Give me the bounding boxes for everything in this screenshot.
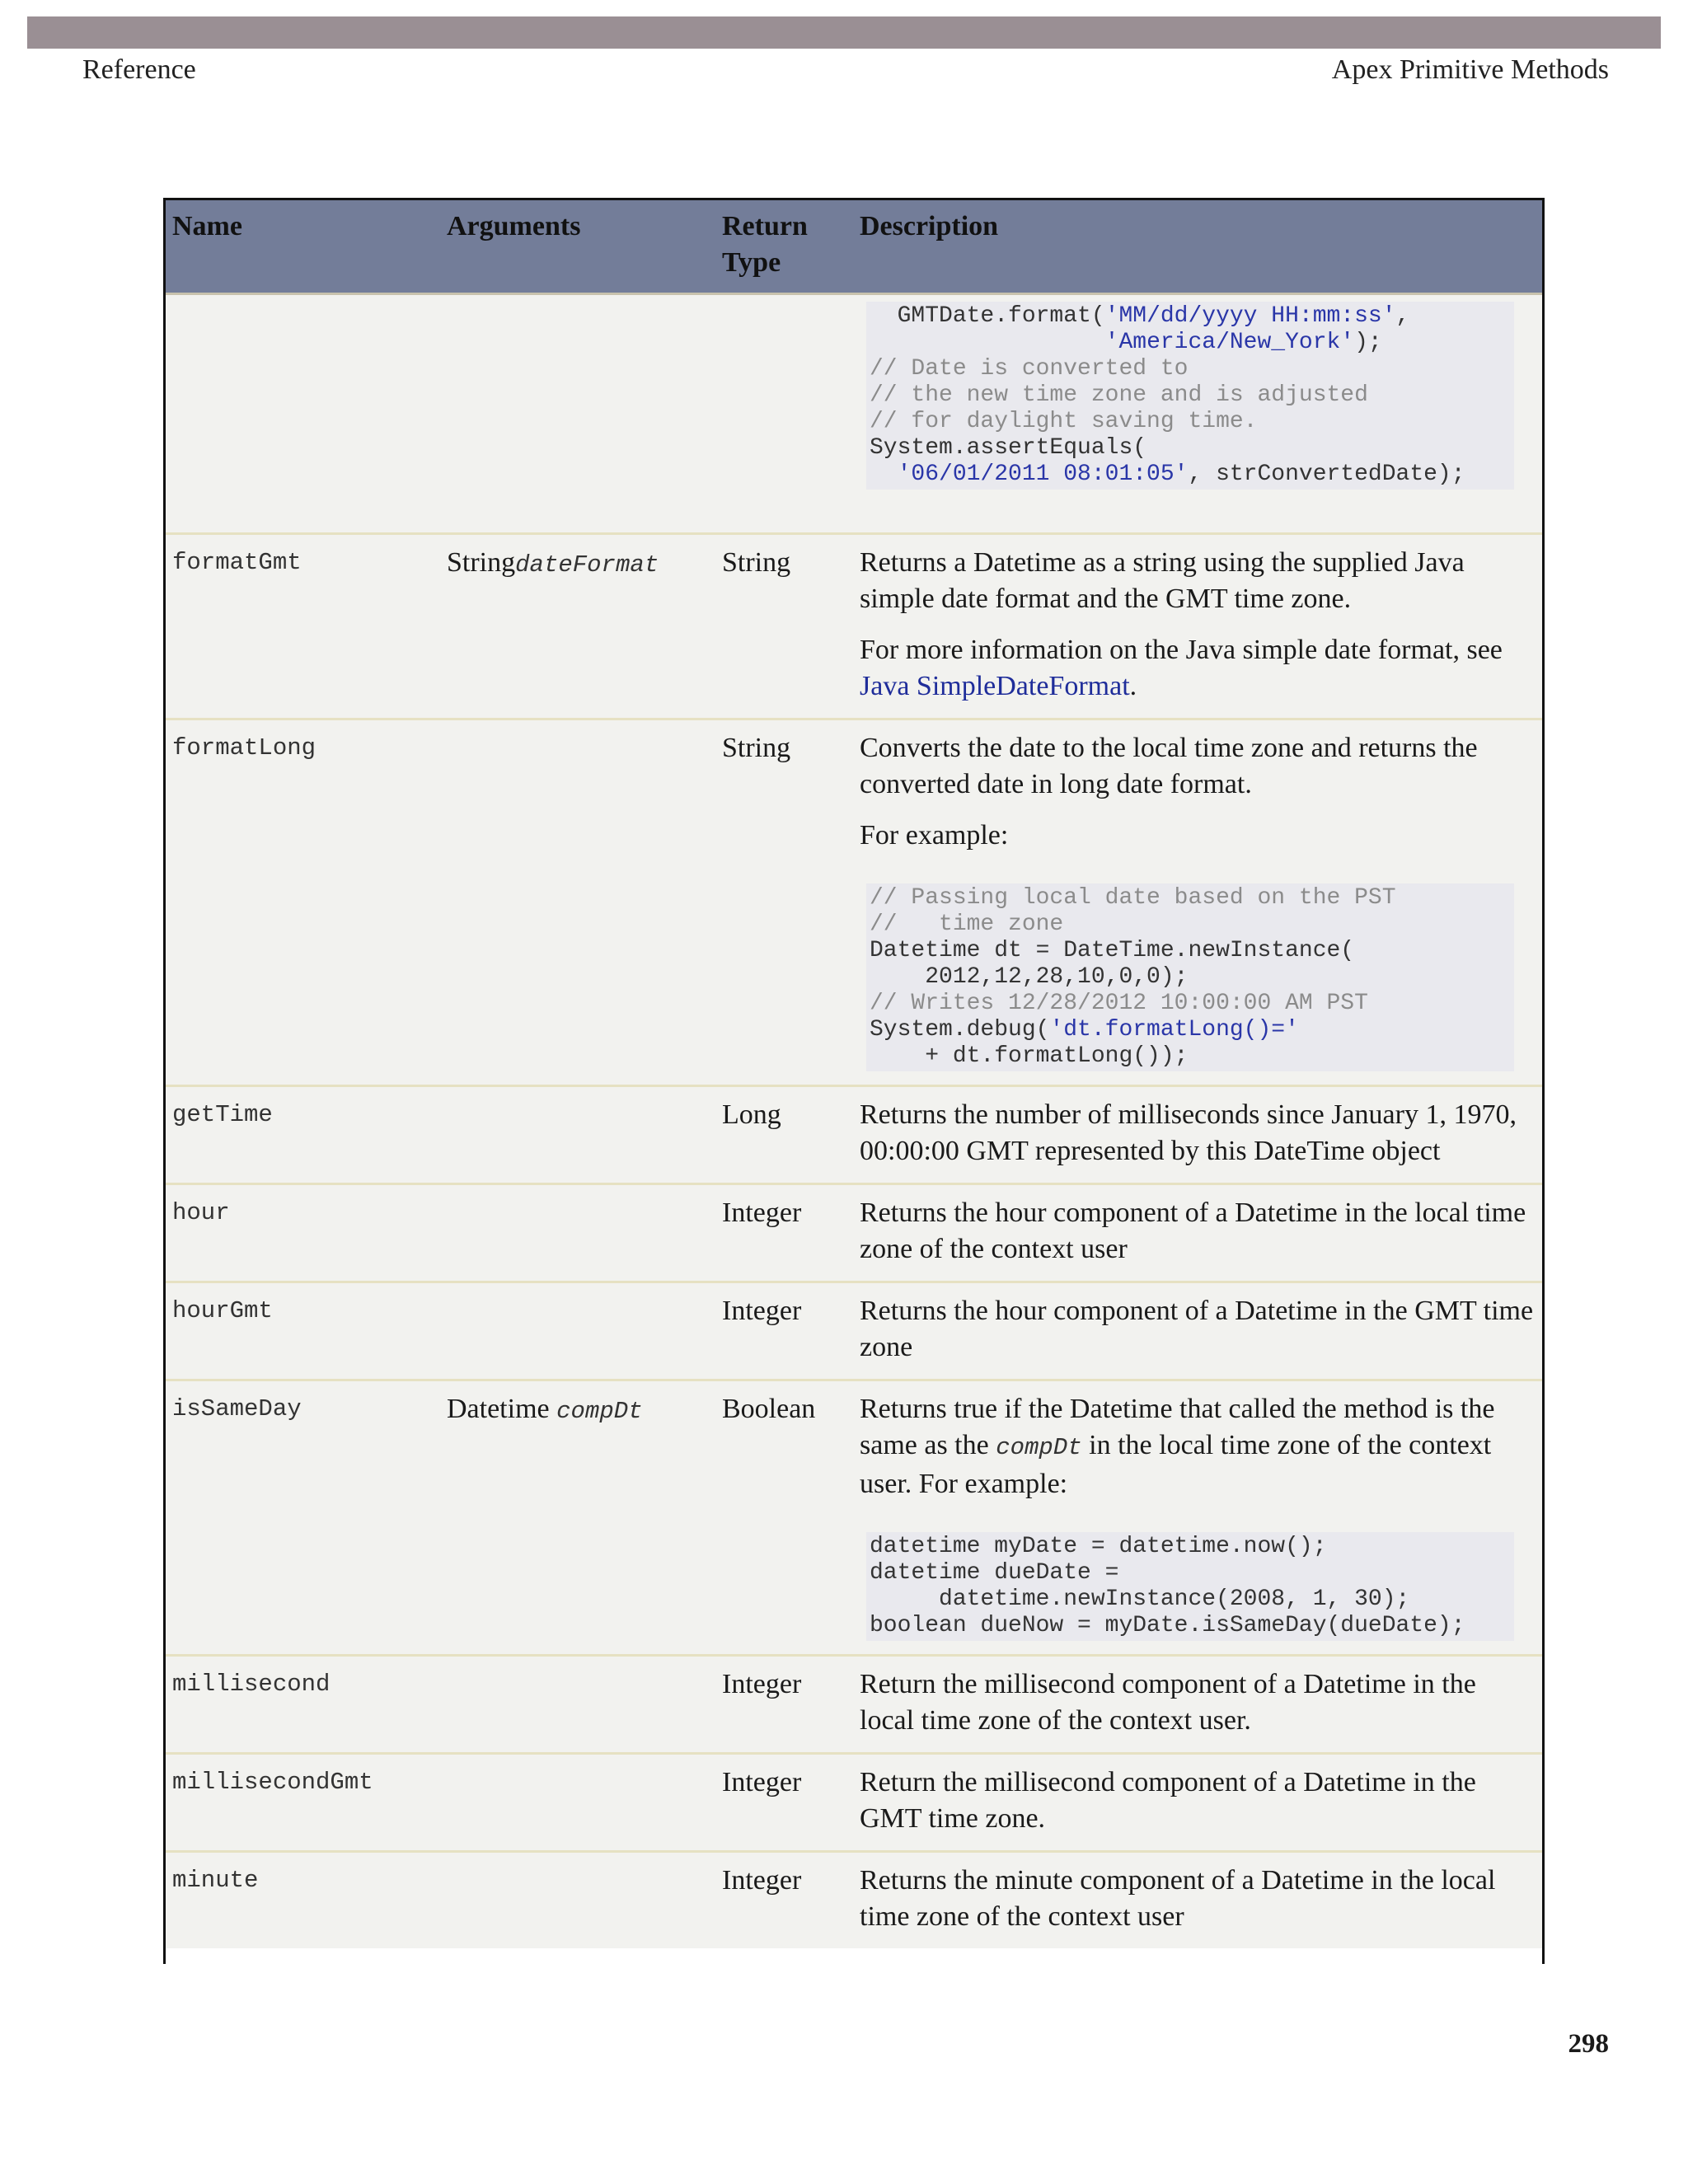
inline-code: compDt: [996, 1434, 1082, 1461]
method-description: Returns the number of milliseconds since January 1, 1970, 00:00:00 GMT represented by this DateTime object: [853, 1086, 1542, 1184]
method-name: hour: [166, 1184, 440, 1282]
column-header-description: Description: [853, 200, 1542, 294]
method-description: Return the millisecond component of a Datetime in the GMT time zone.: [853, 1754, 1542, 1852]
method-description: [853, 1380, 1542, 1656]
description-text: For example:: [860, 820, 1009, 851]
code-block: [866, 883, 1514, 1071]
method-name: hourGmt: [166, 1282, 440, 1380]
return-type: Long: [715, 1086, 853, 1184]
java-simpledateformat-link[interactable]: Java SimpleDateFormat: [860, 671, 1130, 701]
method-name: formatGmt: [166, 534, 440, 719]
table-row: [166, 1282, 1542, 1380]
code-token: // for daylight saving time.: [870, 409, 1258, 434]
code-token: System.debug(: [870, 1017, 1050, 1043]
description-text: Returns a Datetime as a string using the supplied Java simple date format and the GMT time zone.: [860, 547, 1465, 614]
code-token: );: [1354, 330, 1382, 355]
running-header-right: Apex Primitive Methods: [1331, 54, 1609, 85]
table-row: [166, 1086, 1542, 1184]
code-token: 'dt.formatLong()=': [1049, 1017, 1299, 1043]
code-token: Datetime dt = DateTime.newInstance(: [870, 938, 1355, 963]
table-row: [166, 1852, 1542, 1949]
method-name: getTime: [166, 1086, 440, 1184]
code-token: // Passing local date based on the PST: [870, 885, 1396, 911]
return-type: String: [715, 534, 853, 719]
method-description: [853, 719, 1542, 1086]
return-type: Integer: [715, 1754, 853, 1852]
code-token: // time zone: [870, 912, 1064, 937]
code-token: 'America/New_York': [1104, 330, 1355, 355]
page-number: 298: [1568, 2029, 1609, 2059]
return-type: Boolean: [715, 1380, 853, 1656]
column-header-arguments: Arguments: [440, 200, 715, 294]
table-row: [166, 534, 1542, 719]
method-name: formatLong: [166, 719, 440, 1086]
table-row: [166, 1380, 1542, 1656]
code-token: // the new time zone and is adjusted: [870, 382, 1368, 408]
description-text: For more information on the Java simple date format, see Java SimpleDateFormat.: [860, 635, 1503, 701]
top-bar: [27, 16, 1661, 49]
code-token: datetime dueDate =: [870, 1560, 1119, 1586]
table-row: [166, 719, 1542, 1086]
code-token: datetime myDate = datetime.now();: [870, 1534, 1327, 1559]
column-header-return-type: Return Type: [715, 200, 853, 294]
methods-table: [163, 198, 1545, 1964]
return-type: Integer: [715, 1852, 853, 1949]
method-arguments: [440, 1380, 715, 1656]
code-token: + dt.formatLong());: [870, 1043, 1189, 1069]
description-text: Converts the date to the local time zone and returns the converted date in long date format.: [860, 733, 1478, 799]
code-token: System.assertEquals(: [870, 435, 1147, 461]
description-text: Returns true if the Datetime that called the method is the same as the compDt in the local time zone of the context user. For example:: [860, 1394, 1495, 1499]
method-description: [853, 534, 1542, 719]
code-token: [870, 462, 898, 487]
return-type: Integer: [715, 1184, 853, 1282]
table-row: [166, 1184, 1542, 1282]
code-block: [866, 302, 1514, 490]
code-token: '06/01/2011 08:01:05': [897, 462, 1189, 487]
code-token: [870, 330, 1105, 355]
argument-name: compDt: [556, 1398, 643, 1425]
method-name: isSameDay: [166, 1380, 440, 1656]
argument-type: Datetime: [447, 1394, 550, 1424]
method-description: Returns the minute component of a Datetime in the local time zone of the context user: [853, 1852, 1542, 1949]
running-header-left: Reference: [82, 54, 196, 85]
table-row-continued: [166, 294, 1542, 534]
code-token: ,: [1395, 303, 1410, 329]
code-block: [866, 1532, 1514, 1641]
code-token: // Writes 12/28/2012 10:00:00 AM PST: [870, 991, 1368, 1016]
code-token: , strConvertedDate);: [1188, 462, 1465, 487]
return-type: Integer: [715, 1282, 853, 1380]
return-type: String: [715, 719, 853, 1086]
code-token: datetime.newInstance(2008, 1, 30);: [870, 1586, 1410, 1612]
method-name: millisecond: [166, 1656, 440, 1754]
method-description: Returns the hour component of a Datetime in the local time zone of the context user: [853, 1184, 1542, 1282]
method-name: minute: [166, 1852, 440, 1949]
method-description: Return the millisecond component of a Datetime in the local time zone of the context user.: [853, 1656, 1542, 1754]
table-row: [166, 1754, 1542, 1852]
argument-name: dateFormat: [515, 551, 659, 579]
table-row: [166, 1656, 1542, 1754]
code-token: 'MM/dd/yyyy HH:mm:ss': [1104, 303, 1396, 329]
argument-type: String: [447, 547, 516, 578]
code-token: 2012,12,28,10,0,0);: [870, 964, 1189, 990]
return-type: Integer: [715, 1656, 853, 1754]
code-token: boolean dueNow = myDate.isSameDay(dueDate);: [870, 1613, 1465, 1638]
method-description: Returns the hour component of a Datetime in the GMT time zone: [853, 1282, 1542, 1380]
column-header-name: Name: [166, 200, 440, 294]
method-name: millisecondGmt: [166, 1754, 440, 1852]
method-arguments: [440, 534, 715, 719]
code-token: // Date is converted to: [870, 356, 1189, 382]
table-header-row: [166, 200, 1542, 294]
code-token: GMTDate.format(: [870, 303, 1105, 329]
